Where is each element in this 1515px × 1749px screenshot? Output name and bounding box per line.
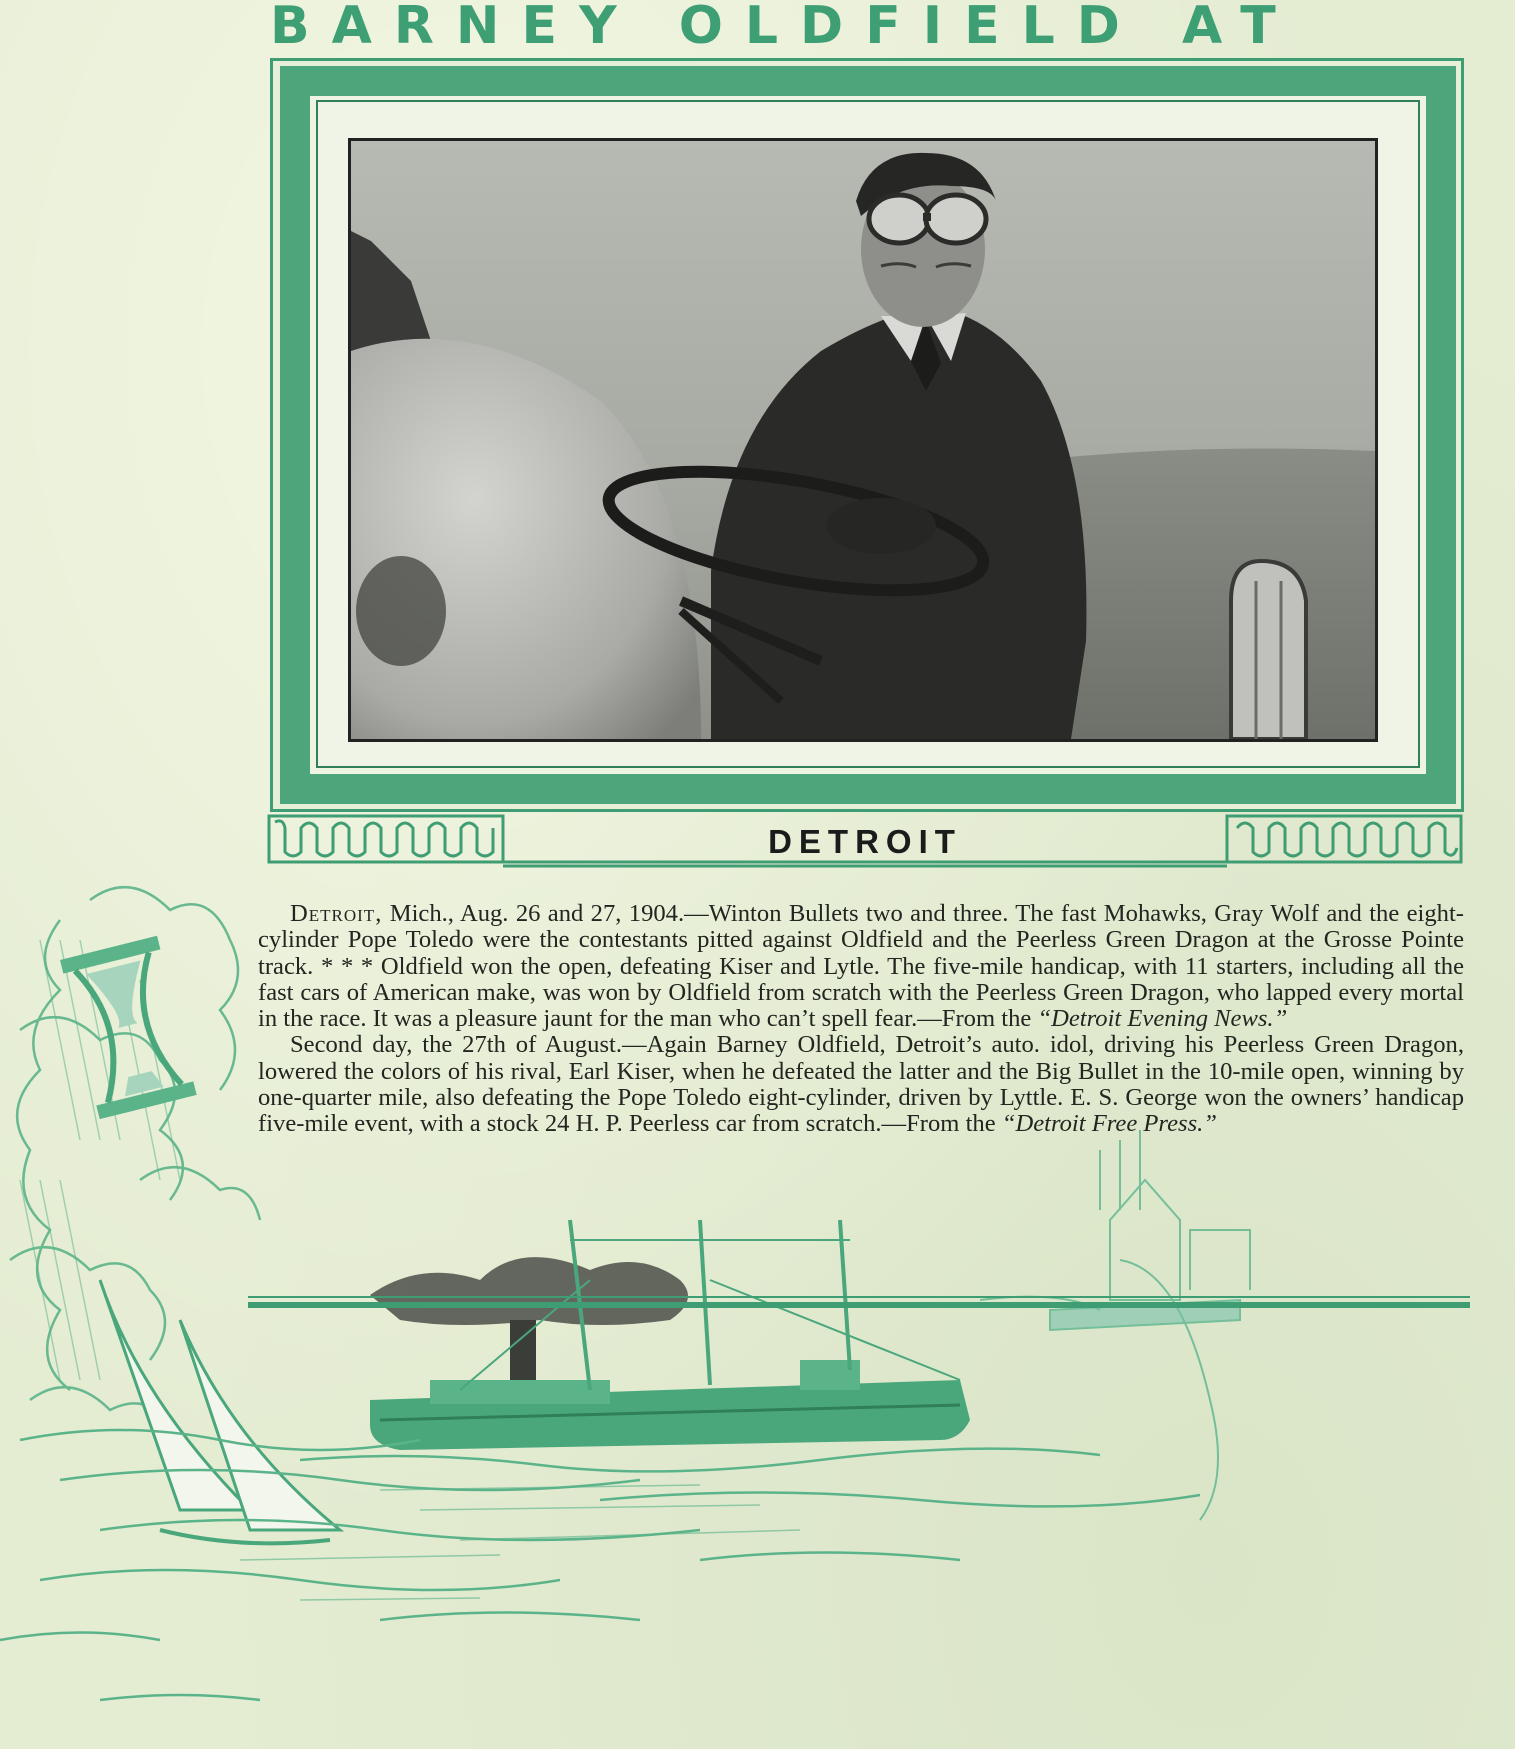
- city-skyline-icon: [980, 1130, 1250, 1520]
- dateline-lead: Detroit,: [290, 900, 383, 927]
- article-paragraph-1: [258, 901, 1464, 1032]
- steamship-icon: [370, 1220, 970, 1450]
- article-body: [258, 901, 1464, 1138]
- driver-portrait-image: [351, 141, 1375, 739]
- sailboat-icon: [100, 1280, 340, 1543]
- caption-title: DETROIT: [768, 823, 962, 860]
- paragraph-1-text: Mich., Aug. 26 and 27, 1904.—Winton Bullets two and three. The fast Mohawks, Gray Wolf and the eight-cylinder Pope Toledo were the contestants pitted against Oldfield and the Peerless Green Dragon at the Grosse Pointe track. * * * Oldfield won the open, defeating Kiser and Lytle. The five-mile handicap, with 11 starters, including all the fast cars of American make, was won by Oldfield from scratch with the Peerless Green Dragon, who lapped every mortal in the race. It was a pleasure jaunt for the man who can’t spell fear.—From the: [258, 900, 1464, 1033]
- article-paragraph-2: [258, 1032, 1464, 1137]
- paragraph-2-source: “Detroit Free Press.”: [1001, 1110, 1217, 1138]
- caption-banner: [263, 808, 1467, 870]
- paragraph-1-source: “Detroit Evening News.”: [1037, 1005, 1288, 1033]
- paragraph-2-text: Second day, the 27th of August.—Again Barney Oldfield, Detroit’s auto. idol, driving his Peerless Green Dragon, lowered the colors of his rival, Earl Kiser, when he defeated the latter and the Big Bullet in the 10-mile open, winning by one-quarter mile, also defeating the Pope Toledo eight-cylinder, driven by Lyttle. E. S. George won the owners’ handicap five-mile event, with a stock 24 H. P. Peerless car from scratch.—From the: [258, 1031, 1464, 1138]
- hourglass-icon: [60, 936, 197, 1119]
- driver-photo: [348, 138, 1378, 742]
- section-rule: [248, 1302, 1470, 1308]
- section-rule-thin: [248, 1296, 1470, 1298]
- headline: BARNEY OLDFIELD AT: [270, 0, 1298, 52]
